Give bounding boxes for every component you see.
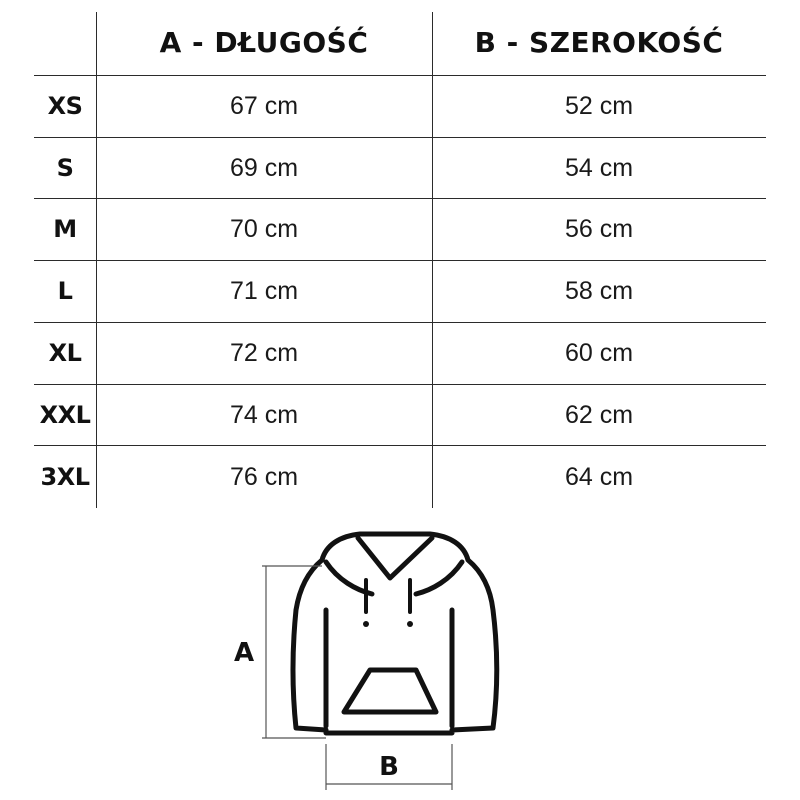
- length-value: 76 cm: [229, 463, 299, 491]
- width-value: 62 cm: [564, 401, 634, 429]
- size-label: S: [56, 154, 74, 182]
- width-value: 56 cm: [564, 215, 634, 243]
- size-label: XL: [48, 339, 82, 367]
- size-label: M: [53, 215, 77, 243]
- width-value: 54 cm: [564, 154, 634, 182]
- length-value: 67 cm: [229, 92, 299, 120]
- width-value: 52 cm: [564, 92, 634, 120]
- length-value: 69 cm: [229, 154, 299, 182]
- length-value: 71 cm: [229, 277, 299, 305]
- column-header-width: B - SZEROKOŚĆ: [474, 26, 724, 59]
- width-value: 60 cm: [564, 339, 634, 367]
- length-value: 74 cm: [229, 401, 299, 429]
- size-label: XS: [47, 92, 83, 120]
- length-value: 70 cm: [229, 215, 299, 243]
- size-label: L: [57, 277, 73, 305]
- size-label: XXL: [39, 401, 91, 429]
- dimension-a-label: A: [233, 638, 255, 668]
- width-value: 64 cm: [564, 463, 634, 491]
- dimension-b-label: B: [379, 752, 399, 782]
- column-header-length: A - DŁUGOŚĆ: [159, 26, 369, 59]
- width-value: 58 cm: [564, 277, 634, 305]
- length-value: 72 cm: [229, 339, 299, 367]
- size-label: 3XL: [40, 463, 90, 491]
